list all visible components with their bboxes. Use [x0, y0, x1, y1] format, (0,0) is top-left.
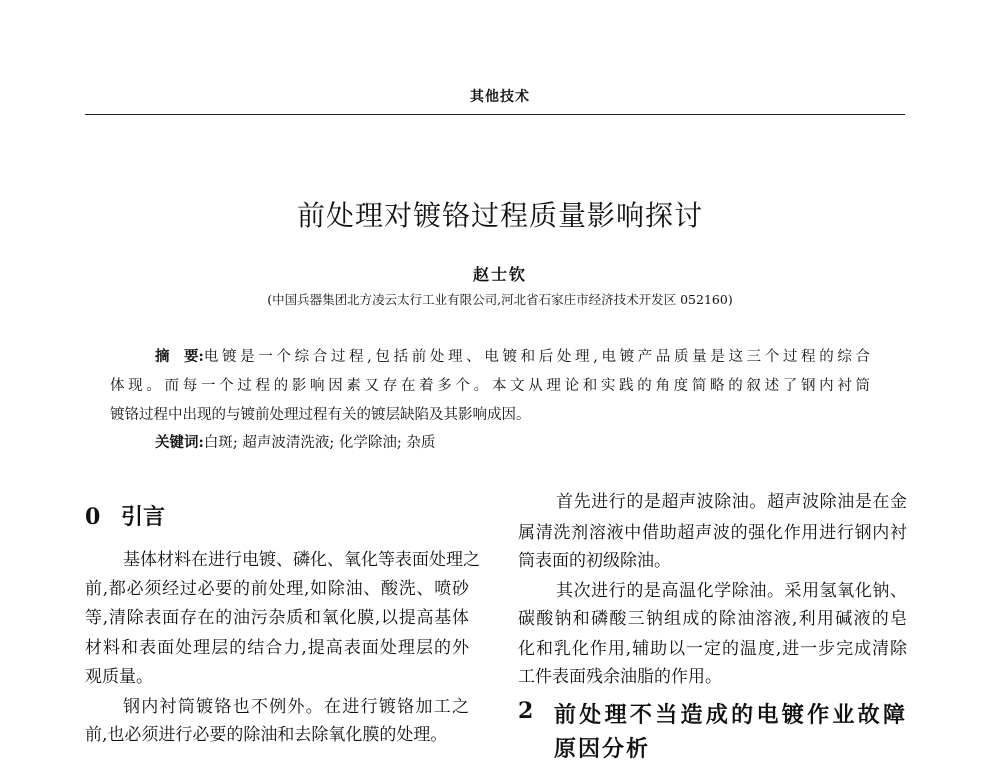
text-line: 材料和表面处理层的结合力,提高表面处理层的外 [85, 638, 469, 658]
affiliation: (中国兵器集团北方凌云太行工业有限公司,河北省石家庄市经济技术开发区 052160) [267, 292, 733, 307]
text-line: 前,都必须经过必要的前处理,如除油、酸洗、喷砂 [85, 579, 469, 599]
running-head: 其他技术 [470, 89, 530, 105]
text-line: 工件表面残余油脂的作用。 [518, 667, 722, 687]
text-line: 前,也必须进行必要的除油和去除氧化膜的处理。 [85, 725, 448, 745]
text-line: 钢内衬筒镀铬也不例外。在进行镀铬加工之 [123, 697, 469, 717]
text-line: 首先进行的是超声波除油。超声波除油是在金 [556, 492, 907, 512]
abstract-label: 摘 要: [155, 348, 204, 365]
keywords [110, 431, 870, 452]
keywords-text: 白斑; 超声波清洗液; 化学除油; 杂质 [203, 435, 436, 451]
keywords-label: 关键词: [155, 434, 204, 451]
header-rule [85, 114, 905, 115]
text-line: 属清洗剂溶液中借助超声波的强化作用进行钢内衬 [518, 523, 907, 543]
section-number: 0 [85, 504, 101, 530]
paper-title: 前处理对镀铬过程质量影响探讨 [296, 199, 703, 232]
author: 赵士钦 [472, 265, 527, 284]
text-line: 筒表面的初级除油。 [518, 551, 671, 571]
section-number: 2 [518, 698, 534, 724]
abstract-line: 镀铬过程中出现的与镀前处理过程有关的镀层缺陷及其影响成因。 [110, 407, 531, 423]
abstract-line: 体现。而每一个过程的影响因素又存在着多个。本文从理论和实践的角度简略的叙述了钢内衬筒 [110, 378, 870, 394]
abstract-line [110, 345, 870, 366]
text-line: 基体材料在进行电镀、磷化、氧化等表面处理之 [123, 550, 480, 570]
section-title: 前处理不当造成的电镀作业故障 [554, 702, 907, 728]
text-line: 碳酸钠和磷酸三钠组成的除油溶液,利用碱液的皂 [518, 609, 907, 629]
section-heading-2 [518, 698, 907, 729]
text-line: 等,清除表面存在的油污杂质和氧化膜,以提高基体 [85, 608, 469, 628]
abstract-text: 电镀是一个综合过程,包括前处理、电镀和后处理,电镀产品质量是这三个过程的综合 [203, 349, 870, 365]
section-title: 引言 [121, 504, 166, 530]
section-heading-introduction [85, 500, 165, 531]
text-line: 其次进行的是高温化学除油。采用氢氧化钠、 [556, 581, 907, 601]
text-line: 化和乳化作用,辅助以一定的温度,进一步完成清除 [518, 639, 907, 659]
text-line: 观质量。 [85, 667, 153, 687]
section-title-continued: 原因分析 [554, 736, 651, 762]
